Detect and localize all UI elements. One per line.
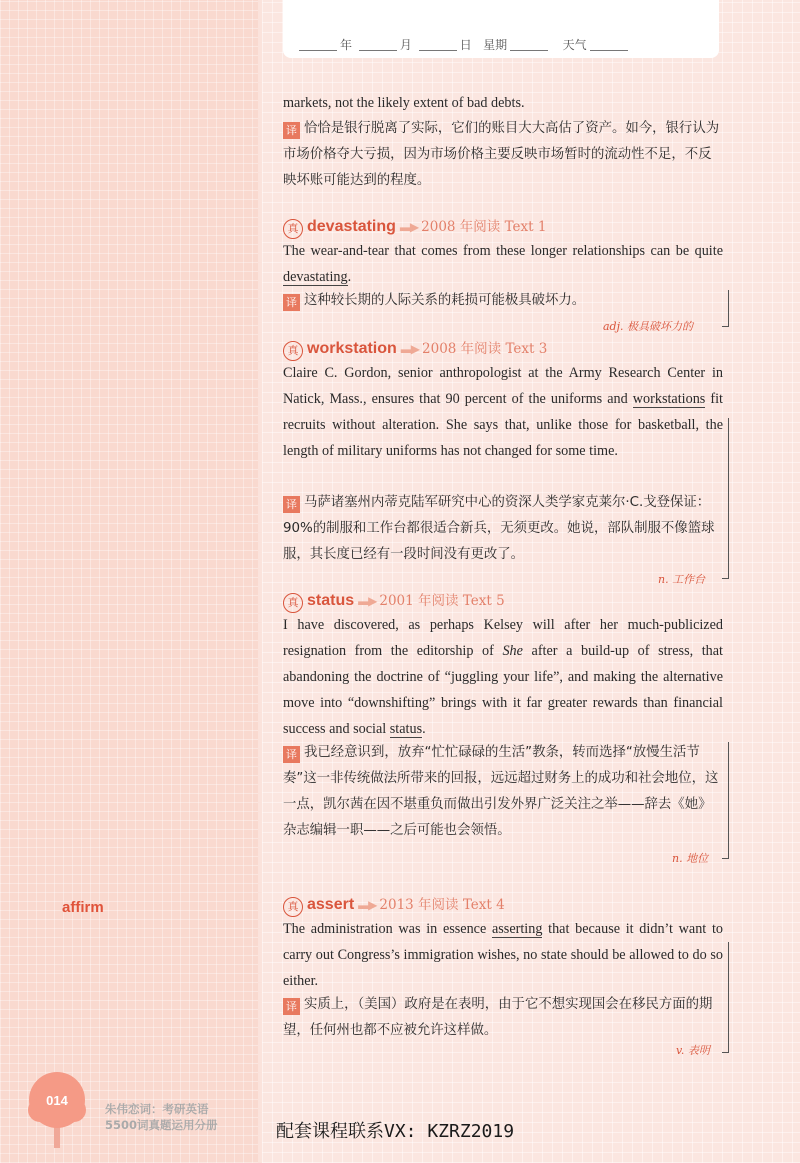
continued-english: markets, not the likely extent of bad debts. <box>283 95 525 111</box>
gloss-assert: v. 表明 <box>676 1044 710 1057</box>
arrow-icon: ▬▶ <box>358 898 376 912</box>
weekday-label: 星期 <box>483 38 508 52</box>
arrow-icon: ▬▶ <box>358 594 376 608</box>
headword: status <box>307 592 355 609</box>
underlined-word: status <box>389 721 423 737</box>
translation-badge: 译 <box>283 122 300 139</box>
month-label: 月 <box>399 38 412 52</box>
sidebar-keyword: affirm <box>62 899 104 916</box>
exam-badge: 真 <box>283 897 303 917</box>
book-title-line2: 5500词真题运用分册 <box>105 1118 218 1132</box>
example-english-status: I have discovered, as perhaps Kelsey will after her much-publicized resignation from the editorship of She after a build-up of stress, that abandoning the doctrine of “juggling your life”, and making the alternative move into “downshifting” brings with it far greater rewards than financial success and social status. <box>283 617 723 737</box>
translation-status: 译 我已经意识到，放弃“忙忙碌碌的生活”教条，转而选择“放慢生活节奏”这一非传统做法所带来的回报，远远超过财务上的成功和社会地位，这一点，凯尔茜在因不堪重负而做出引发外界广泛关注之举——辞去《她》杂志编辑一职——之后可能也会领悟。 <box>283 745 719 838</box>
arrow-icon: ▬▶ <box>400 342 419 356</box>
underlined-word: devastating <box>283 269 348 285</box>
day-label: 日 <box>459 38 472 52</box>
footer-contact: 配套课程联系VX: KZRZ2019 <box>276 1121 515 1142</box>
headword: devastating <box>307 218 396 235</box>
translation-assert: 译 实质上，（美国）政府是在表明，由于它不想实现国会在移民方面的期望，任何州也都不应被允许这样做。 <box>283 997 713 1038</box>
exam-badge: 真 <box>283 341 303 361</box>
bracket-line <box>722 742 729 859</box>
exam-source: 2008 年阅读 Text 1 <box>421 219 547 235</box>
gloss-devastating: adj. 极具破坏力的 <box>603 320 694 333</box>
italic-title: She <box>502 643 523 659</box>
translation-badge: 译 <box>283 294 300 311</box>
exam-source: 2001 年阅读 Text 5 <box>379 593 505 609</box>
book-title-line1: 朱伟恋词：考研英语 <box>105 1102 209 1116</box>
example-english-workstation: Claire C. Gordon, senior anthropologist at the Army Research Center in Natick, Mass., ensures that 90 percent of the uniforms and workstations fit recruits without alteration. She says that, unlike those for basketball, the length of military uniforms has not changed for some time. <box>283 365 723 459</box>
translation-badge: 译 <box>283 746 300 763</box>
tree-icon <box>22 1070 92 1150</box>
entry-heading-assert <box>283 893 505 917</box>
gloss-workstation: n. 工作台 <box>658 573 706 586</box>
year-label: 年 <box>340 38 353 52</box>
page-number: 014 <box>46 1093 68 1108</box>
headword: assert <box>307 896 355 913</box>
headword: workstation <box>307 340 397 357</box>
sidebar <box>0 0 258 1163</box>
bracket-line <box>722 418 729 579</box>
exam-source: 2008 年阅读 Text 3 <box>422 341 548 357</box>
arrow-icon: ▬▶ <box>399 220 418 234</box>
continued-translation: 译 恰恰是银行脱离了实际，它们的账目大大高估了资产。如今，银行认为市场价格夺大亏损，因为市场价格主要反映市场暂时的流动性不足，不反映坏账可能达到的程度。 <box>283 121 720 188</box>
bracket-line <box>722 942 729 1053</box>
bracket-line <box>722 290 729 327</box>
exam-badge: 真 <box>283 593 303 613</box>
underlined-word: workstations <box>632 391 706 407</box>
translation-badge: 译 <box>283 998 300 1015</box>
example-english-devastating: The wear-and-tear that comes from these longer relationships can be quite devastating. <box>283 243 723 285</box>
entry-heading-status <box>283 589 505 613</box>
date-line <box>296 36 631 53</box>
entry-heading-workstation <box>283 337 547 361</box>
translation-badge: 译 <box>283 496 300 513</box>
exam-badge: 真 <box>283 219 303 239</box>
translation-devastating: 译 这种较长期的人际关系的耗损可能极具破坏力。 <box>283 288 723 314</box>
translation-workstation: 译 马萨诸塞州内蒂克陆军研究中心的资深人类学家克莱尔·C.戈登保证：90%的制服和工作台都很适合新兵，无须更改。她说，部队制服不像篮球服，其长度已经有一段时间没有更改了。 <box>283 495 715 562</box>
gloss-status: n. 地位 <box>672 852 709 865</box>
underlined-word: asserting <box>491 921 543 937</box>
weather-label: 天气 <box>562 38 587 52</box>
exam-source: 2013 年阅读 Text 4 <box>379 897 505 913</box>
example-english-assert: The administration was in essence asserting that because it didn’t want to carry out Congress’s immigration wishes, no state should be allowed to do so either. <box>283 921 723 989</box>
book-title <box>105 1101 218 1133</box>
entry-heading-devastating <box>283 215 546 239</box>
